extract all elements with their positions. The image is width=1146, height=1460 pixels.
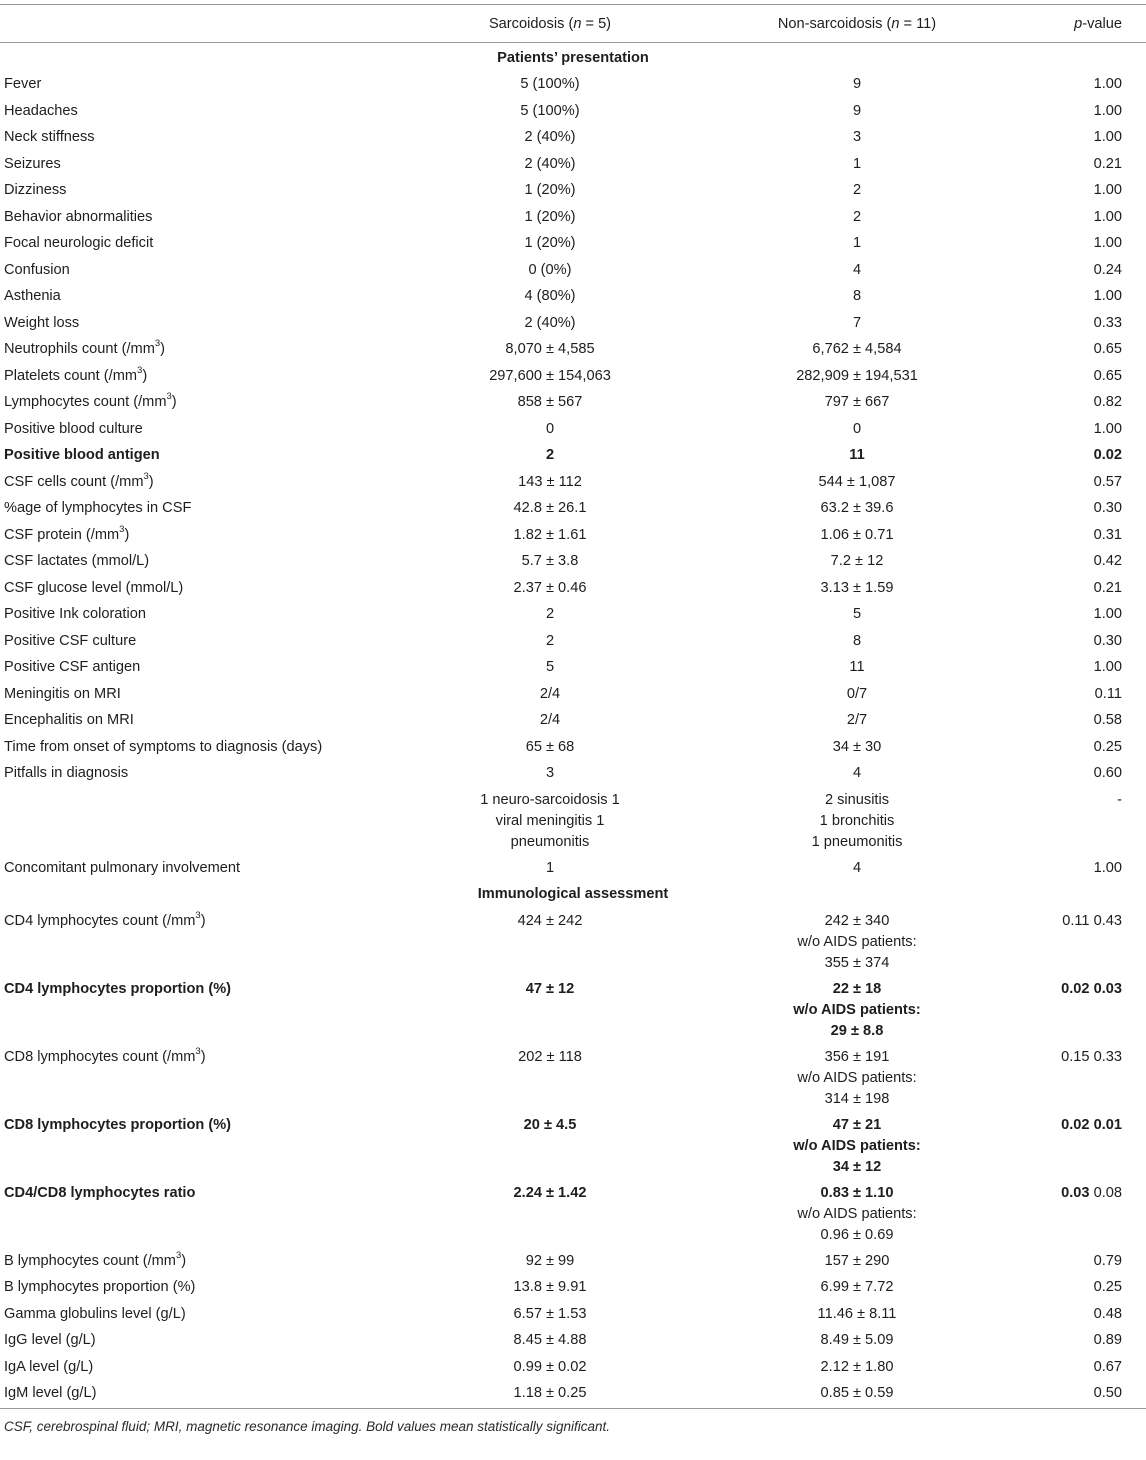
row-label: Concomitant pulmonary involvement (4, 859, 241, 876)
p-value: 0.25 (1093, 738, 1122, 755)
row-label: Confusion (4, 261, 70, 278)
sarcoidosis-value: 8.45 ± 4.88 (513, 1332, 587, 1348)
sarcoidosis-value: 2 (545, 447, 555, 463)
non-sarcoidosis-value: 0/7 (846, 685, 868, 702)
p-value: 0.11 (1094, 685, 1122, 702)
non-sarcoidosis-value: 0.85 ± 0.59 (714, 1378, 1000, 1409)
non-sarcoidosis-value: 7.2 ± 12 (830, 553, 884, 569)
table-row (0, 652, 1146, 679)
non-sarcoidosis-value: 11 (849, 447, 865, 463)
sarcoidosis-value: 47 ± 12 (525, 980, 575, 997)
non-sarcoidosis-value: 0.83 ± 1.10 w/o AIDS patients: 0.96 ± 0.69 (797, 1184, 917, 1243)
p-value: 0.89 (1093, 1332, 1122, 1348)
sarcoidosis-value: 1 (20%) (524, 182, 576, 198)
section-header: Immunological assessment (477, 886, 669, 902)
table-row (0, 175, 1146, 202)
p-value: 0.25 (1093, 1279, 1122, 1295)
sarcoidosis-value: 2.37 ± 0.46 (513, 579, 587, 596)
row-label: CD4 lymphocytes proportion (%) (4, 980, 232, 997)
non-sarcoidosis-value: 2 (852, 208, 862, 225)
p-value: 0.21 (1093, 579, 1122, 596)
non-sarcoidosis-value: 11 (849, 659, 865, 675)
row-label: Weight loss (4, 314, 80, 331)
table-row-significant (0, 440, 1146, 467)
table-row (0, 1272, 1146, 1299)
p-value: 0.79 (1093, 1252, 1122, 1269)
table-row (0, 255, 1146, 282)
p-value: 0.33 (1093, 314, 1122, 331)
table-row (0, 202, 1146, 229)
row-label: CSF glucose level (mmol/L) (4, 579, 184, 596)
row-label: Time from onset of symptoms to diagnosis (days) (4, 738, 323, 755)
sarcoidosis-value: 2 (545, 606, 555, 622)
sarcoidosis-value: 0.99 ± 0.02 (513, 1358, 587, 1375)
row-label: Positive CSF culture (4, 632, 137, 649)
row-label: Pitfalls in diagnosis (4, 765, 129, 781)
non-sarcoidosis-value: 1 (852, 155, 862, 172)
table-row (0, 1299, 1146, 1326)
row-label: B lymphocytes count $(/mm^3)$ (4, 1249, 187, 1269)
row-label: CSF protein $(/mm^3)$ (4, 523, 130, 543)
p-value: 0.11 0.43 (1062, 912, 1122, 929)
p-value: 0.65 (1093, 341, 1122, 357)
p-value: 0.48 (1093, 1305, 1122, 1322)
sarcoidosis-value: 858 ± 567 (517, 394, 583, 410)
p-value: 0.60 (1093, 765, 1122, 781)
table-container (0, 4, 1146, 1434)
results-table (0, 4, 1146, 1409)
p-value: 0.30 (1093, 500, 1122, 516)
table-row (0, 1042, 1146, 1110)
table-row (0, 122, 1146, 149)
table-row (0, 906, 1146, 974)
non-sarcoidosis-value: 8.49 ± 5.09 (820, 1332, 894, 1348)
sarcoidosis-value: 297,600 ± 154,063 (489, 367, 611, 384)
table-row-significant (0, 1110, 1146, 1178)
sarcoidosis-value: 5 (100%) (520, 102, 580, 119)
table-row (0, 732, 1146, 759)
header-row (0, 5, 1146, 43)
row-label: Positive blood culture (4, 420, 143, 437)
p-value: 1.00 (1093, 129, 1122, 145)
table-row (0, 69, 1146, 96)
non-sarcoidosis-value: 356 ± 191 w/o AIDS patients: 314 ± 198 (797, 1048, 917, 1107)
sarcoidosis-value: 1 (20%) (524, 208, 576, 225)
row-label: %age of lymphocytes in CSF (4, 500, 192, 516)
table-row (0, 96, 1146, 123)
p-value: 0.65 (1093, 367, 1122, 384)
row-label: Platelets count $(/mm^3)$ (4, 364, 148, 384)
section-header: Patients’ presentation (497, 50, 649, 66)
non-sarcoidosis-value: 4 (852, 859, 862, 876)
p-value: 1.00 (1093, 659, 1122, 675)
row-label: Meningitis on MRI (4, 685, 121, 702)
row-label: IgG level (g/L) (4, 1332, 96, 1348)
header-variable (0, 5, 386, 43)
non-sarcoidosis-value: 5 (852, 606, 862, 622)
sarcoidosis-value: 2/4 (539, 685, 561, 702)
table-row (0, 599, 1146, 626)
row-label: Neck stiffness (4, 129, 95, 145)
row-label: CSF lactates (mmol/L) (4, 553, 150, 569)
sarcoidosis-value: 2.24 ± 1.42 (513, 1184, 587, 1201)
table-row (0, 281, 1146, 308)
non-sarcoidosis-value: 22 ± 18 w/o AIDS patients: 29 ± 8.8 (793, 980, 921, 1039)
p-value: 0.31 (1093, 526, 1122, 543)
non-sarcoidosis-value: 2/7 (846, 712, 868, 728)
non-sarcoidosis-value: 3 (852, 129, 862, 145)
row-label: Focal neurologic deficit (4, 235, 154, 251)
sarcoidosis-value: 1 (20%) (524, 235, 576, 251)
table-row (0, 520, 1146, 547)
non-sarcoidosis-value: 0 (852, 420, 862, 437)
table-row (0, 308, 1146, 335)
p-value: 0.30 (1093, 632, 1122, 649)
table-row-significant (0, 974, 1146, 1042)
non-sarcoidosis-value: 63.2 ± 39.6 (820, 500, 894, 516)
p-value: 1.00 (1093, 859, 1122, 876)
sarcoidosis-value: 424 ± 242 (517, 912, 583, 929)
non-sarcoidosis-value: 1.06 ± 0.71 (820, 526, 894, 543)
non-sarcoidosis-value: 2 (852, 182, 862, 198)
non-sarcoidosis-value: 11.46 ± 8.11 (817, 1305, 897, 1322)
sarcoidosis-value: 1 (545, 859, 555, 876)
sarcoidosis-value: 143 ± 112 (518, 473, 582, 490)
table-row (0, 546, 1146, 573)
table-row (0, 853, 1146, 880)
row-label: Fever (4, 76, 42, 92)
sarcoidosis-value: 2 (545, 632, 555, 649)
non-sarcoidosis-value: 8 (852, 632, 862, 649)
table-row (0, 573, 1146, 600)
p-value: 1.00 (1093, 182, 1122, 198)
sarcoidosis-value: 6.57 ± 1.53 (513, 1305, 587, 1322)
sarcoidosis-value: 0 (0%) (528, 261, 572, 278)
non-sarcoidosis-value: 2 sinusitis 1 bronchitis 1 pneumonitis (811, 791, 903, 850)
non-sarcoidosis-value: 242 ± 340 w/o AIDS patients: 355 ± 374 (797, 912, 917, 971)
sarcoidosis-value: 92 ± 99 (525, 1252, 575, 1269)
p-value: 1.00 (1093, 235, 1122, 251)
row-label: Dizziness (4, 182, 67, 198)
non-sarcoidosis-value: 2.12 ± 1.80 (820, 1358, 894, 1375)
table-row (0, 758, 1146, 785)
non-sarcoidosis-value: 544 ± 1,087 (818, 473, 896, 490)
p-value: 1.00 (1093, 208, 1122, 225)
sarcoidosis-value: 2 (40%) (524, 314, 576, 331)
non-sarcoidosis-value: 6,762 ± 4,584 (812, 341, 902, 357)
row-label: IgA level (g/L) (4, 1358, 94, 1375)
non-sarcoidosis-value: 797 ± 667 (824, 394, 890, 410)
p-value: 1.00 (1093, 606, 1122, 622)
p-value: 0.24 (1093, 261, 1122, 278)
table-row (0, 1246, 1146, 1273)
p-value: 0.02 0.03 (1061, 980, 1122, 997)
header-p-value: p-value (1000, 5, 1146, 43)
sarcoidosis-value: 2 (40%) (524, 129, 576, 145)
non-sarcoidosis-value: 9 (852, 102, 862, 119)
sarcoidosis-value: 20 ± 4.5 (523, 1116, 577, 1133)
sarcoidosis-value: 1 neuro-sarcoidosis 1 viral meningitis 1 pneumonitis (480, 791, 620, 850)
table-footnote: CSF, cerebrospinal fluid; MRI, magnetic resonance imaging. Bold values mean statistically significant. (4, 1419, 611, 1434)
sarcoidosis-value: 5 (545, 659, 555, 675)
sarcoidosis-value: 0 (545, 420, 555, 437)
table-row (0, 626, 1146, 653)
sarcoidosis-value: 3 (545, 765, 555, 781)
sarcoidosis-value: 8,070 ± 4,585 (505, 341, 595, 357)
table-row (0, 705, 1146, 732)
row-label (0, 785, 386, 853)
header-non-sarcoidosis: Non-sarcoidosis (n = 11) (714, 5, 1000, 43)
table-row (0, 1325, 1146, 1352)
non-sarcoidosis-value: 8 (852, 288, 862, 304)
table-row (0, 1352, 1146, 1379)
row-label: Asthenia (4, 288, 61, 304)
header-sarcoidosis: Sarcoidosis (n = 5) (386, 5, 714, 43)
row-label: CD4 lymphocytes count $(/mm^3)$ (4, 909, 206, 929)
non-sarcoidosis-value: 34 ± 30 (832, 738, 882, 755)
row-label: IgM level (g/L) (0, 1378, 386, 1409)
table-row-pitfalls-detail (0, 785, 1146, 853)
table-row (0, 334, 1146, 361)
sarcoidosis-value: 202 ± 118 (518, 1048, 582, 1065)
row-label: Positive blood antigen (4, 447, 160, 463)
p-value: 0.02 0.01 (1061, 1116, 1122, 1133)
sarcoidosis-value: 13.8 ± 9.91 (513, 1279, 587, 1295)
sarcoidosis-value: 5 (100%) (520, 76, 580, 92)
table-row (0, 414, 1146, 441)
row-label: Lymphocytes count $(/mm^3)$ (4, 391, 177, 410)
non-sarcoidosis-value: 9 (852, 76, 862, 92)
p-value: 0.58 (1093, 712, 1122, 728)
non-sarcoidosis-value: 4 (852, 261, 862, 278)
p-value: 0.21 (1093, 155, 1122, 172)
table-row (0, 467, 1146, 494)
row-label: Gamma globulins level (g/L) (4, 1305, 186, 1322)
non-sarcoidosis-value: 6.99 ± 7.72 (820, 1279, 894, 1295)
p-value: 0.50 (1000, 1378, 1146, 1409)
sarcoidosis-value: 1.82 ± 1.61 (513, 526, 587, 543)
row-label: Behavior abnormalities (4, 208, 153, 225)
row-label: CSF cells count $(/mm^3)$ (4, 470, 154, 490)
non-sarcoidosis-value: 4 (852, 765, 862, 781)
p-value: - (1117, 791, 1122, 808)
p-value: 1.00 (1093, 420, 1122, 437)
p-value: 0.82 (1093, 394, 1122, 410)
non-sarcoidosis-value: 3.13 ± 1.59 (820, 579, 894, 596)
sarcoidosis-value: 65 ± 68 (525, 738, 575, 755)
non-sarcoidosis-value: 1 (852, 235, 862, 251)
row-label: Seizures (4, 155, 61, 172)
p-value: 0.03 0.08 (1061, 1184, 1122, 1201)
row-label: CD8 lymphocytes proportion (%) (4, 1116, 232, 1133)
sarcoidosis-value: 1.18 ± 0.25 (386, 1378, 714, 1409)
table-row (0, 1378, 1146, 1409)
table-row (0, 361, 1146, 388)
row-label: Positive CSF antigen (4, 659, 141, 675)
sarcoidosis-value: 2 (40%) (524, 155, 576, 172)
row-label: Positive Ink coloration (4, 606, 146, 622)
row-label: Headaches (4, 102, 78, 119)
table-row (0, 679, 1146, 706)
non-sarcoidosis-value: 7 (852, 314, 862, 331)
p-value: 0.57 (1093, 473, 1122, 490)
p-value: 0.42 (1093, 553, 1122, 569)
row-label: CD8 lymphocytes count $(/mm^3)$ (4, 1045, 206, 1065)
table-row (0, 228, 1146, 255)
row-label: Neutrophils count $(/mm^3)$ (4, 338, 166, 357)
p-value: 1.00 (1093, 288, 1122, 304)
sarcoidosis-value: 4 (80%) (524, 288, 576, 304)
non-sarcoidosis-value: 47 ± 21 w/o AIDS patients: 34 ± 12 (793, 1116, 921, 1175)
p-value: 0.67 (1093, 1358, 1122, 1375)
non-sarcoidosis-value: 282,909 ± 194,531 (796, 367, 918, 384)
row-label: CD4/CD8 lymphocytes ratio (4, 1184, 196, 1201)
sarcoidosis-value: 2/4 (539, 712, 561, 728)
row-label: B lymphocytes proportion (%) (4, 1279, 196, 1295)
sarcoidosis-value: 42.8 ± 26.1 (513, 500, 587, 516)
sarcoidosis-value: 5.7 ± 3.8 (521, 553, 579, 569)
p-value: 0.15 0.33 (1061, 1048, 1122, 1065)
non-sarcoidosis-value: 157 ± 290 (824, 1252, 890, 1269)
p-value: 1.00 (1093, 76, 1122, 92)
table-row-significant (0, 1178, 1146, 1246)
p-value: 0.02 (1093, 447, 1122, 463)
table-row (0, 493, 1146, 520)
p-value: 1.00 (1093, 102, 1122, 119)
row-label: Encephalitis on MRI (4, 712, 134, 728)
table-row (0, 149, 1146, 176)
table-row (0, 387, 1146, 414)
